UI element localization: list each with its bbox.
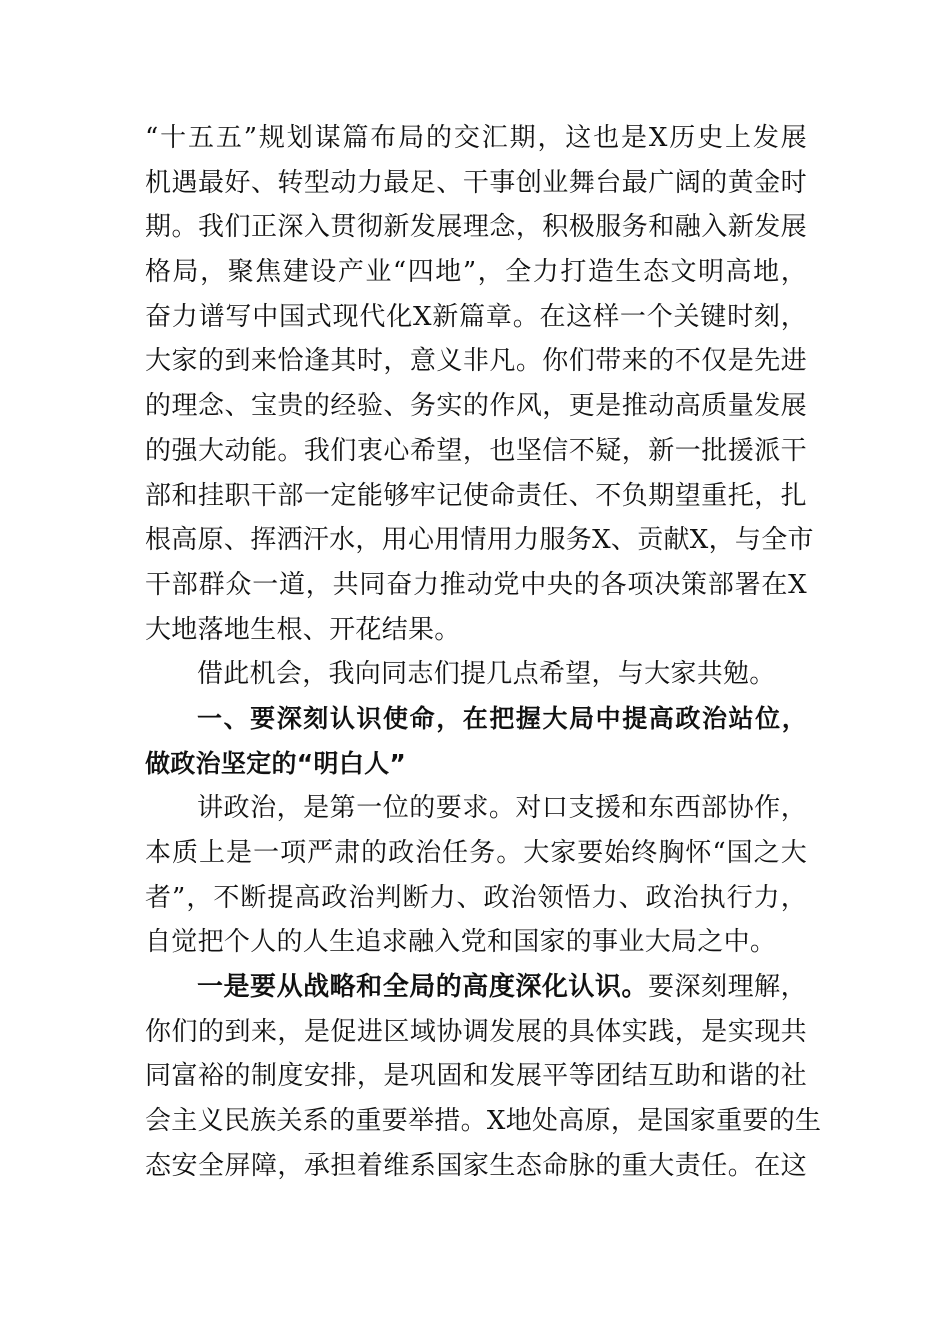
text-line: 者”，不断提高政治判断力、政治领悟力、政治执行力， xyxy=(145,882,807,913)
text-line: 你们的到来，是促进区域协调发展的具体实践，是实现共 xyxy=(145,1016,807,1047)
paragraph-intro-continuation xyxy=(145,116,814,652)
text-line: 大家的到来恰逢其时，意义非凡。你们带来的不仅是先进 xyxy=(145,346,807,377)
section-heading-1 xyxy=(145,697,807,786)
text-line: “十五五”规划谋篇布局的交汇期，这也是X历史上发展 xyxy=(145,123,807,153)
text-line: 干部群众一道，共同奋力推动党中央的各项决策部署在X xyxy=(145,569,807,600)
text-line: 根高原、挥洒汗水，用心用情用力服务X、贡献X，与全市 xyxy=(145,525,814,556)
paragraph-strategy xyxy=(145,965,822,1188)
paragraph-transition xyxy=(145,652,807,697)
text-line: 奋力谱写中国式现代化X新篇章。在这样一个关键时刻， xyxy=(145,301,807,332)
text-line: 会主义民族关系的重要举措。X地处高原，是国家重要的生 xyxy=(145,1106,822,1137)
text-line xyxy=(145,965,807,1010)
text-line: 自觉把个人的人生追求融入党和国家的事业大局之中。 xyxy=(145,927,777,958)
text-line: 同富裕的制度安排，是巩固和发展平等团结互助和谐的社 xyxy=(145,1061,807,1092)
heading-line: 一、要深刻认识使命，在把握大局中提高政治站位， xyxy=(197,703,807,733)
text-line: 的强大动能。我们衷心希望，也坚信不疑，新一批援派干 xyxy=(145,435,807,466)
paragraph-politics xyxy=(145,786,807,965)
text-line: 讲政治，是第一位的要求。对口支援和东西部协作， xyxy=(197,793,807,824)
text-line: 部和挂职干部一定能够牢记使命责任、不负期望重托，扎 xyxy=(145,480,807,511)
text-segment: 要深刻理解， xyxy=(648,972,807,1003)
text-line: 格局，聚焦建设产业“四地”，全力打造生态文明高地， xyxy=(145,257,807,288)
text-line: 借此机会，我向同志们提几点希望，与大家共勉。 xyxy=(197,659,776,690)
text-line: 期。我们正深入贯彻新发展理念，积极服务和融入新发展 xyxy=(145,212,807,243)
text-line: 本质上是一项严肃的政治任务。大家要始终胸怀“国之大 xyxy=(145,838,807,868)
text-line: 的理念、宝贵的经验、务实的作风，更是推动高质量发展 xyxy=(145,391,807,422)
text-line: 态安全屏障，承担着维系国家生态命脉的重大责任。在这 xyxy=(145,1150,807,1181)
lead-phrase: 一是要从战略和全局的高度深化认识。 xyxy=(197,972,649,1003)
heading-line: 做政治坚定的“明白人” xyxy=(145,748,407,778)
document-page xyxy=(145,116,822,1189)
text-line: 大地落地生根、开花结果。 xyxy=(145,614,461,645)
text-line: 机遇最好、转型动力最足、干事创业舞台最广阔的黄金时 xyxy=(145,167,807,198)
